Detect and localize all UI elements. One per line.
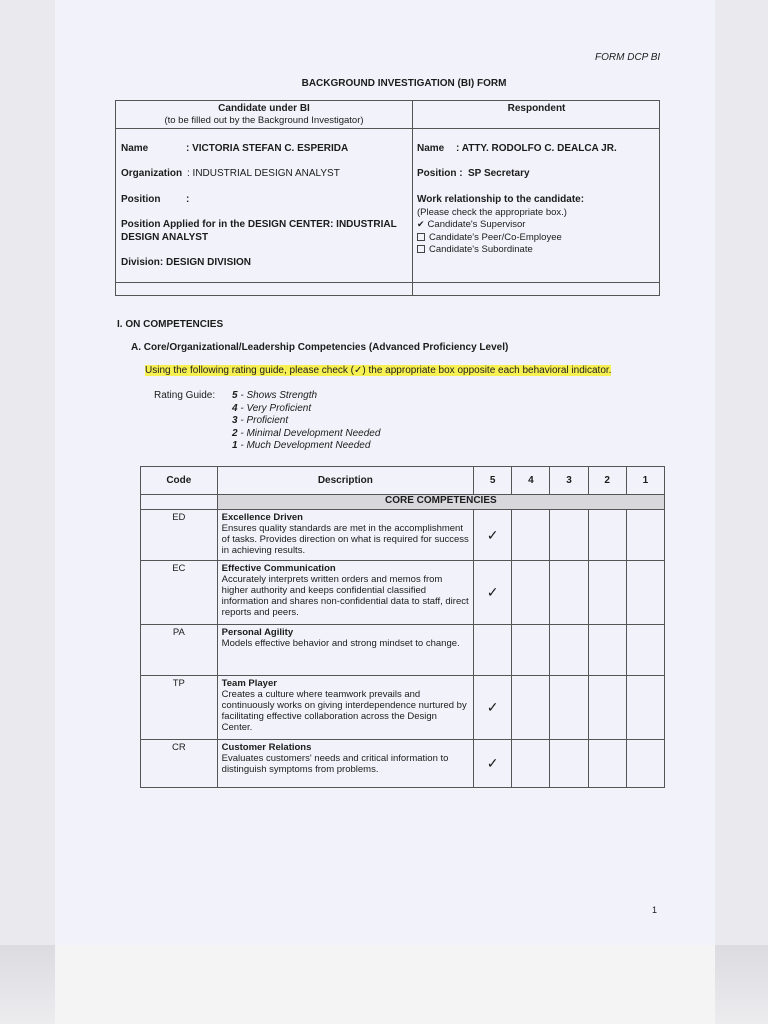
rating-1-header: 1 [626,467,664,495]
checkbox-icon[interactable] [417,233,425,241]
relationship-label: Work relationship to the candidate: [417,194,585,205]
checkmark-icon: ✓ [486,584,499,600]
rating-1-cell[interactable] [626,740,664,788]
candidate-org-value: : INDUSTRIAL DESIGN ANALYST [187,168,340,179]
rating-1-cell[interactable] [626,561,664,625]
competency-title: Personal Agility [221,627,294,638]
rating-5-header: 5 [474,467,512,495]
rating-5-cell[interactable] [474,740,512,788]
rating-4-cell[interactable] [512,510,550,561]
competency-code: ED [141,510,218,561]
rating-3-cell[interactable] [550,740,588,788]
rating-4-header: 4 [512,467,550,495]
competency-title: Effective Communication [221,563,336,574]
competency-text: Ensures quality standards are met in the accomplishment of tasks. Provides direction on what is required for success in achieving results. [221,523,469,556]
checkmark-icon: ✓ [486,526,499,543]
rating-3-header: 3 [550,467,588,495]
competency-description [217,625,473,676]
option-subordinate[interactable]: Candidate's Subordinate [417,244,533,255]
relationship-hint: (Please check the appropriate box.) [417,207,567,218]
form-title: BACKGROUND INVESTIGATION (BI) FORM [301,78,507,89]
core-competencies-row [141,495,665,510]
section-title: I. ON COMPETENCIES [117,319,224,330]
rating-guide-item: 4 - Very Proficient [232,402,312,414]
competency-text: Creates a culture where teamwork prevails and continuously works on giving interdependence nurtured by facilitating effective collaboration across the Design Center. [221,689,467,733]
candidate-header: Candidate under BI [218,103,310,114]
page-number: 1 [652,905,658,915]
position-applied-line2: DESIGN ANALYST [121,232,209,243]
competency-title: Team Player [221,678,277,689]
rating-2-cell[interactable] [588,740,626,788]
table-header-row [141,467,665,495]
competency-description [217,510,473,561]
competency-title: Customer Relations [221,742,312,753]
rating-guide-list [232,390,380,453]
candidate-position-label: Position [121,194,161,205]
rating-1-cell[interactable] [626,676,664,740]
competency-description [217,676,473,740]
competency-title: Excellence Driven [221,512,303,523]
competency-code: EC [141,561,218,625]
competency-description [217,740,473,788]
rating-guide-item: 1 - Much Development Needed [232,440,371,451]
rating-4-cell[interactable] [512,625,550,676]
respondent-position-label: Position : [417,168,463,179]
competency-rating-table [140,466,665,788]
candidate-subheader: (to be filled out by the Background Investigator) [164,115,364,126]
rating-5-cell[interactable] [474,561,512,625]
table-row [141,740,665,788]
rating-4-cell[interactable] [512,676,550,740]
rating-guide-item: 2 - Minimal Development Needed [232,427,381,439]
instruction-highlight: Using the following rating guide, please check (✓) the appropriate box opposite each behavioral indicator. [145,365,612,376]
competency-code: CR [141,740,218,788]
core-competencies-label: CORE COMPETENCIES [217,495,664,510]
table-row [141,561,665,625]
competency-text: Accurately interprets written orders and memos from higher authority and keeps confidential classified information and shares non-confidential data to staff, direct reports and peers. [221,574,469,618]
rating-guide-label: Rating Guide: [154,390,216,401]
position-applied-line1: Position Applied for in the DESIGN CENTER: INDUSTRIAL [121,219,397,230]
rating-3-cell[interactable] [550,510,588,561]
rating-2-header: 2 [588,467,626,495]
description-header: Description [217,467,473,495]
respondent-position-value: SP Secretary [468,168,530,179]
checkbox-icon[interactable] [417,245,425,253]
checkmark-icon: ✓ [486,755,499,771]
rating-5-cell[interactable] [474,625,512,676]
next-page-edge [55,945,715,1024]
competency-description [217,561,473,625]
candidate-name-value: : VICTORIA STEFAN C. ESPERIDA [186,143,349,154]
table-row [141,625,665,676]
rating-3-cell[interactable] [550,561,588,625]
rating-2-cell[interactable] [588,510,626,561]
candidate-position-value: : [186,194,190,205]
rating-1-cell[interactable] [626,625,664,676]
rating-3-cell[interactable] [550,625,588,676]
rating-5-cell[interactable] [474,510,512,561]
rating-2-cell[interactable] [588,561,626,625]
respondent-name-value: : ATTY. RODOLFO C. DEALCA JR. [456,143,617,154]
table-row [141,676,665,740]
checkmark-icon: ✓ [486,699,499,715]
rating-guide-item: 3 - Proficient [232,415,289,426]
respondent-name-label: Name [417,143,445,154]
rating-guide-item: 5 - Shows Strength [232,390,318,401]
table-row [141,510,665,561]
competency-text: Models effective behavior and strong mindset to change. [221,638,460,649]
candidate-org-label: Organization [121,168,183,179]
competency-text: Evaluates customers' needs and critical information to distinguish symptoms from problems. [221,753,449,775]
rating-4-cell[interactable] [512,561,550,625]
rating-2-cell[interactable] [588,676,626,740]
instruction-text [145,365,611,376]
respondent-header: Respondent [507,103,566,114]
form-code: FORM DCP BI [595,52,661,63]
rating-3-cell[interactable] [550,676,588,740]
rating-4-cell[interactable] [512,740,550,788]
candidate-name-label: Name [121,143,149,154]
rating-2-cell[interactable] [588,625,626,676]
subsection-title: A. Core/Organizational/Leadership Competencies (Advanced Proficiency Level) [131,342,509,353]
checked-checkbox-icon[interactable]: ✔ [417,219,425,229]
competency-code: PA [141,625,218,676]
rating-1-cell[interactable] [626,510,664,561]
rating-5-cell[interactable] [474,676,512,740]
option-supervisor[interactable]: ✔ Candidate's Supervisor [417,219,526,230]
candidate-division: Division: DESIGN DIVISION [121,257,252,268]
candidate-respondent-table [115,100,660,296]
code-header: Code [141,467,218,495]
competency-code: TP [141,676,218,740]
option-peer[interactable]: Candidate's Peer/Co-Employee [417,232,562,243]
